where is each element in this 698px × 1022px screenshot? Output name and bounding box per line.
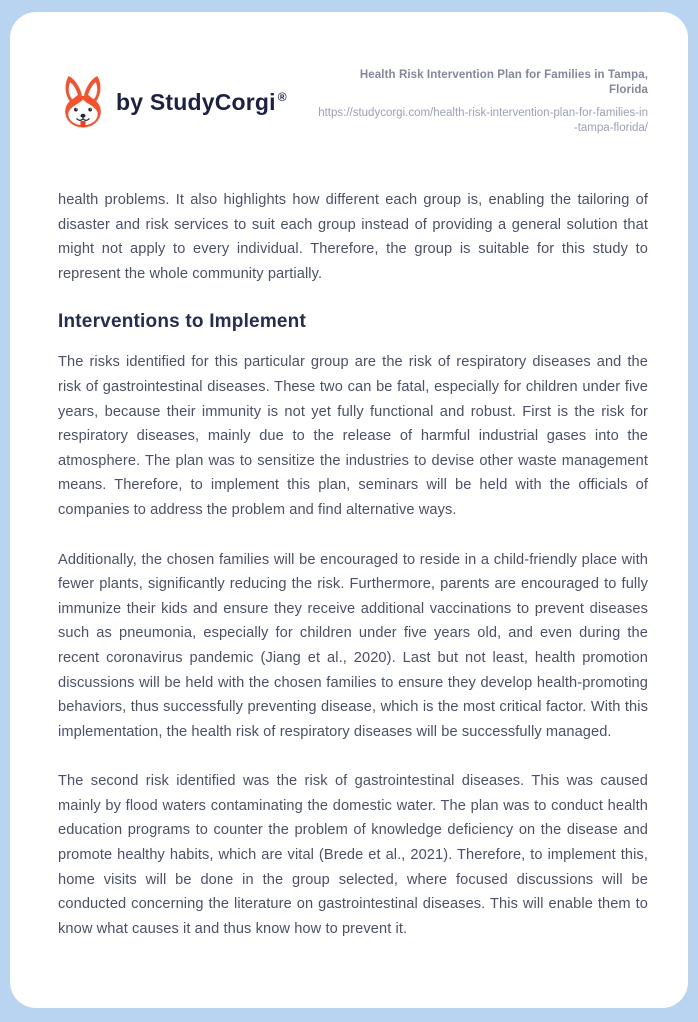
document-title: Health Risk Intervention Plan for Families in Tampa, Florida <box>359 69 648 96</box>
studycorgi-brand <box>58 74 287 130</box>
brand-name-text: by StudyCorgi <box>116 88 276 115</box>
corgi-logo-icon <box>58 74 108 130</box>
document-meta <box>318 68 648 136</box>
paragraph-respiratory-risks: The risks identified for this particular group are the risk of respiratory diseases and the risk of gastrointestinal diseases. These two can be fatal, especially for children under five years, because their immunity is not yet fully functional and robust. First is the risk for respiratory diseases, mainly due to the release of harmful industrial gases into the atmosphere. The plan was to sensitize the industries to devise other waste management means. Therefore, to implement this plan, seminars will be held with the officials of companies to address the problem and find alternative ways. <box>58 354 648 518</box>
registered-trademark: ® <box>277 89 287 104</box>
article-content <box>58 188 648 941</box>
paragraph-family-measures: Additionally, the chosen families will be encouraged to reside in a child-friendly place with fewer plants, significantly reducing the risk. Furthermore, parents are encouraged to fully immunize their kids and ensure they receive additional vaccinations to prevent diseases such as pneumonia, especially for children under five years old, and even during the recent coronavirus pandemic (Jiang et al., 2020). Last but not least, health promotion discussions will be held with the chosen families to ensure they develop health-promoting behaviors, thus successfully preventing disease, which is the most critical factor. With this implementation, the health risk of respiratory diseases will be successfully managed. <box>58 551 648 740</box>
brand-name <box>116 89 287 116</box>
paragraph-gastro-risks: The second risk identified was the risk of gastrointestinal diseases. This was caused mainly by flood waters contaminating the domestic water. The plan was to conduct health education programs to counter the problem of knowledge deficiency on the disease and promote healthy habits, which are vital (Brede et al., 2021). Therefore, to implement this, home visits will be done in the group selected, where focused discussions will be conducted concerning the literature on gastrointestinal diseases. This will enable them to know what causes it and thus know how to prevent it. <box>58 773 648 937</box>
document-url: https://studycorgi.com/health-risk-intervention-plan-for-families-in-tampa-florida/ <box>318 107 648 134</box>
section-heading: Interventions to Implement <box>58 311 307 333</box>
intro-paragraph: health problems. It also highlights how different each group is, enabling the tailoring of disaster and risk services to suit each group instead of providing a general solution that might not apply to every individual. Therefore, the group is suitable for this study to represent the whole community partially. <box>58 192 648 282</box>
document-header <box>58 68 648 136</box>
document-card <box>10 12 688 1008</box>
